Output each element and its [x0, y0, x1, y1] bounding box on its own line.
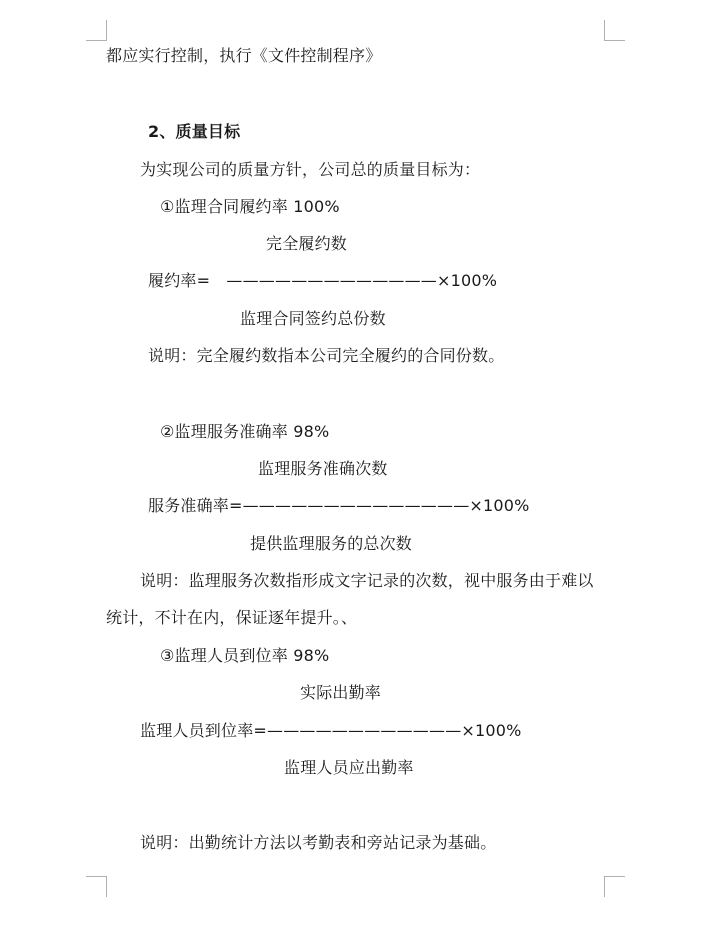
- page-corner-mark-top-left: [86, 20, 107, 41]
- goal3-formula: 监理人员到位率=————————————×100%: [140, 721, 522, 740]
- goal1-numerator: 完全履约数: [266, 234, 348, 253]
- goal1-note: 说明：完全履约数指本公司完全履约的合同份数。: [148, 346, 505, 365]
- goal3-numerator: 实际出勤率: [300, 683, 382, 702]
- goal3-denominator: 监理人员应出勤率: [284, 758, 414, 777]
- section-heading: 2、质量目标: [148, 122, 241, 141]
- goal2-note-line1: 说明：监理服务次数指形成文字记录的次数，视中服务由于难以: [140, 571, 594, 590]
- intro-tail-text: 都应实行控制，执行《文件控制程序》: [106, 46, 382, 65]
- goal2-numerator: 监理服务准确次数: [258, 459, 388, 478]
- page-corner-mark-top-right: [604, 20, 625, 41]
- goal3-note: 说明：出勤统计方法以考勤表和旁站记录为基础。: [140, 833, 497, 852]
- goal2-note-line2: 统计，不计在内，保证逐年提升。、: [106, 608, 358, 627]
- goal1-title: ①监理合同履约率 100%: [160, 197, 340, 216]
- page-corner-mark-bottom-right: [604, 876, 625, 897]
- goal1-denominator: 监理合同签约总份数: [240, 309, 386, 328]
- goal1-formula: 履约率= —————————————×100%: [148, 271, 498, 290]
- goal2-formula: 服务准确率=——————————————×100%: [148, 496, 530, 515]
- goal2-denominator: 提供监理服务的总次数: [250, 534, 413, 553]
- page-corner-mark-bottom-left: [86, 876, 107, 897]
- goal2-title: ②监理服务准确率 98%: [160, 422, 330, 441]
- section-intro-text: 为实现公司的质量方针，公司总的质量目标为：: [140, 160, 481, 179]
- goal3-title: ③监理人员到位率 98%: [160, 646, 330, 665]
